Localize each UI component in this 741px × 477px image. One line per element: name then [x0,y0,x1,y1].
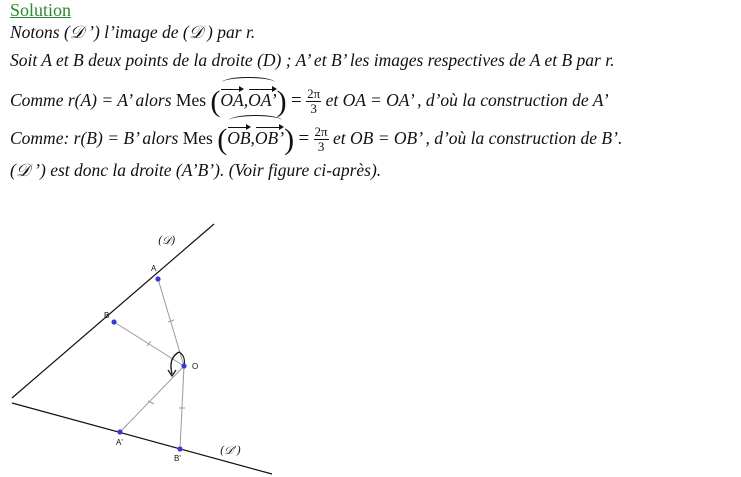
angle-arc-a [222,77,274,88]
label-a: A [151,264,157,273]
comme-b-suffix: et OB = OB’ , d’où la construction de B’. [333,128,623,148]
segment-oa-prime [120,366,184,432]
vector-ob: OB [227,128,251,148]
fraction-b [314,125,329,154]
fraction-den-a: 3 [310,101,317,117]
mes-label-a: Mes [175,90,207,110]
comme-b-prefix: Comme: r(B) = B’ alors [10,128,183,148]
comma-a: , [243,90,249,110]
point-o [181,363,186,368]
label-d-prime: (𝒟’) [220,444,241,457]
vector-ob-prime: OB’ [254,128,285,148]
comme-a-prefix: Comme r(A) = A’ alors [10,90,176,110]
point-a-prime [117,429,122,434]
equals-b: = [298,128,310,149]
paren-open-a: ( [210,85,221,118]
label-d: (𝒟) [158,234,176,247]
label-b: B [104,311,110,320]
mes-label-b: Mes [182,128,213,148]
fraction-a [306,87,321,116]
point-a [155,276,160,281]
paren-close-b: ) [284,123,295,156]
fraction-num-b: 2π [314,124,328,140]
text-line-comme-b [10,124,622,154]
fraction-den-b: 3 [317,139,325,155]
comma-b: , [250,128,255,148]
text-line-conclusion: (𝒟 ’) est donc la droite (A’B’). (Voir figure ci-après). [10,160,382,180]
angle-arc-b [229,115,282,126]
comme-a-suffix: et OA = OA’ , d’où la construction de A’ [325,90,609,110]
fraction-num-a: 2π [307,86,321,102]
line-d-prime [12,403,272,474]
angle-ob-ob-prime [227,124,284,149]
label-a-prime: A' [116,438,123,447]
vector-oa-prime: OA’ [248,90,277,110]
solution-heading: Solution [10,0,72,20]
angle-oa-oa-prime [220,86,276,111]
text-line-comme-a [10,86,609,116]
paren-open-b: ( [217,123,228,156]
paren-close-a: ) [276,85,287,118]
text-line-soit: Soit A et B deux points de la droite (D) ; A’ et B’ les images respectives de A et B par r. [10,50,615,70]
point-b-prime [177,446,182,451]
text-line-notons: Notons (𝒟 ’) l’image de (𝒟 ) par r. [10,22,256,42]
rotation-figure [0,195,300,477]
vector-oa: OA [220,90,244,110]
label-o: O [192,362,199,371]
equals-a: = [291,90,302,111]
label-b-prime: B' [174,454,181,463]
point-b [111,319,116,324]
